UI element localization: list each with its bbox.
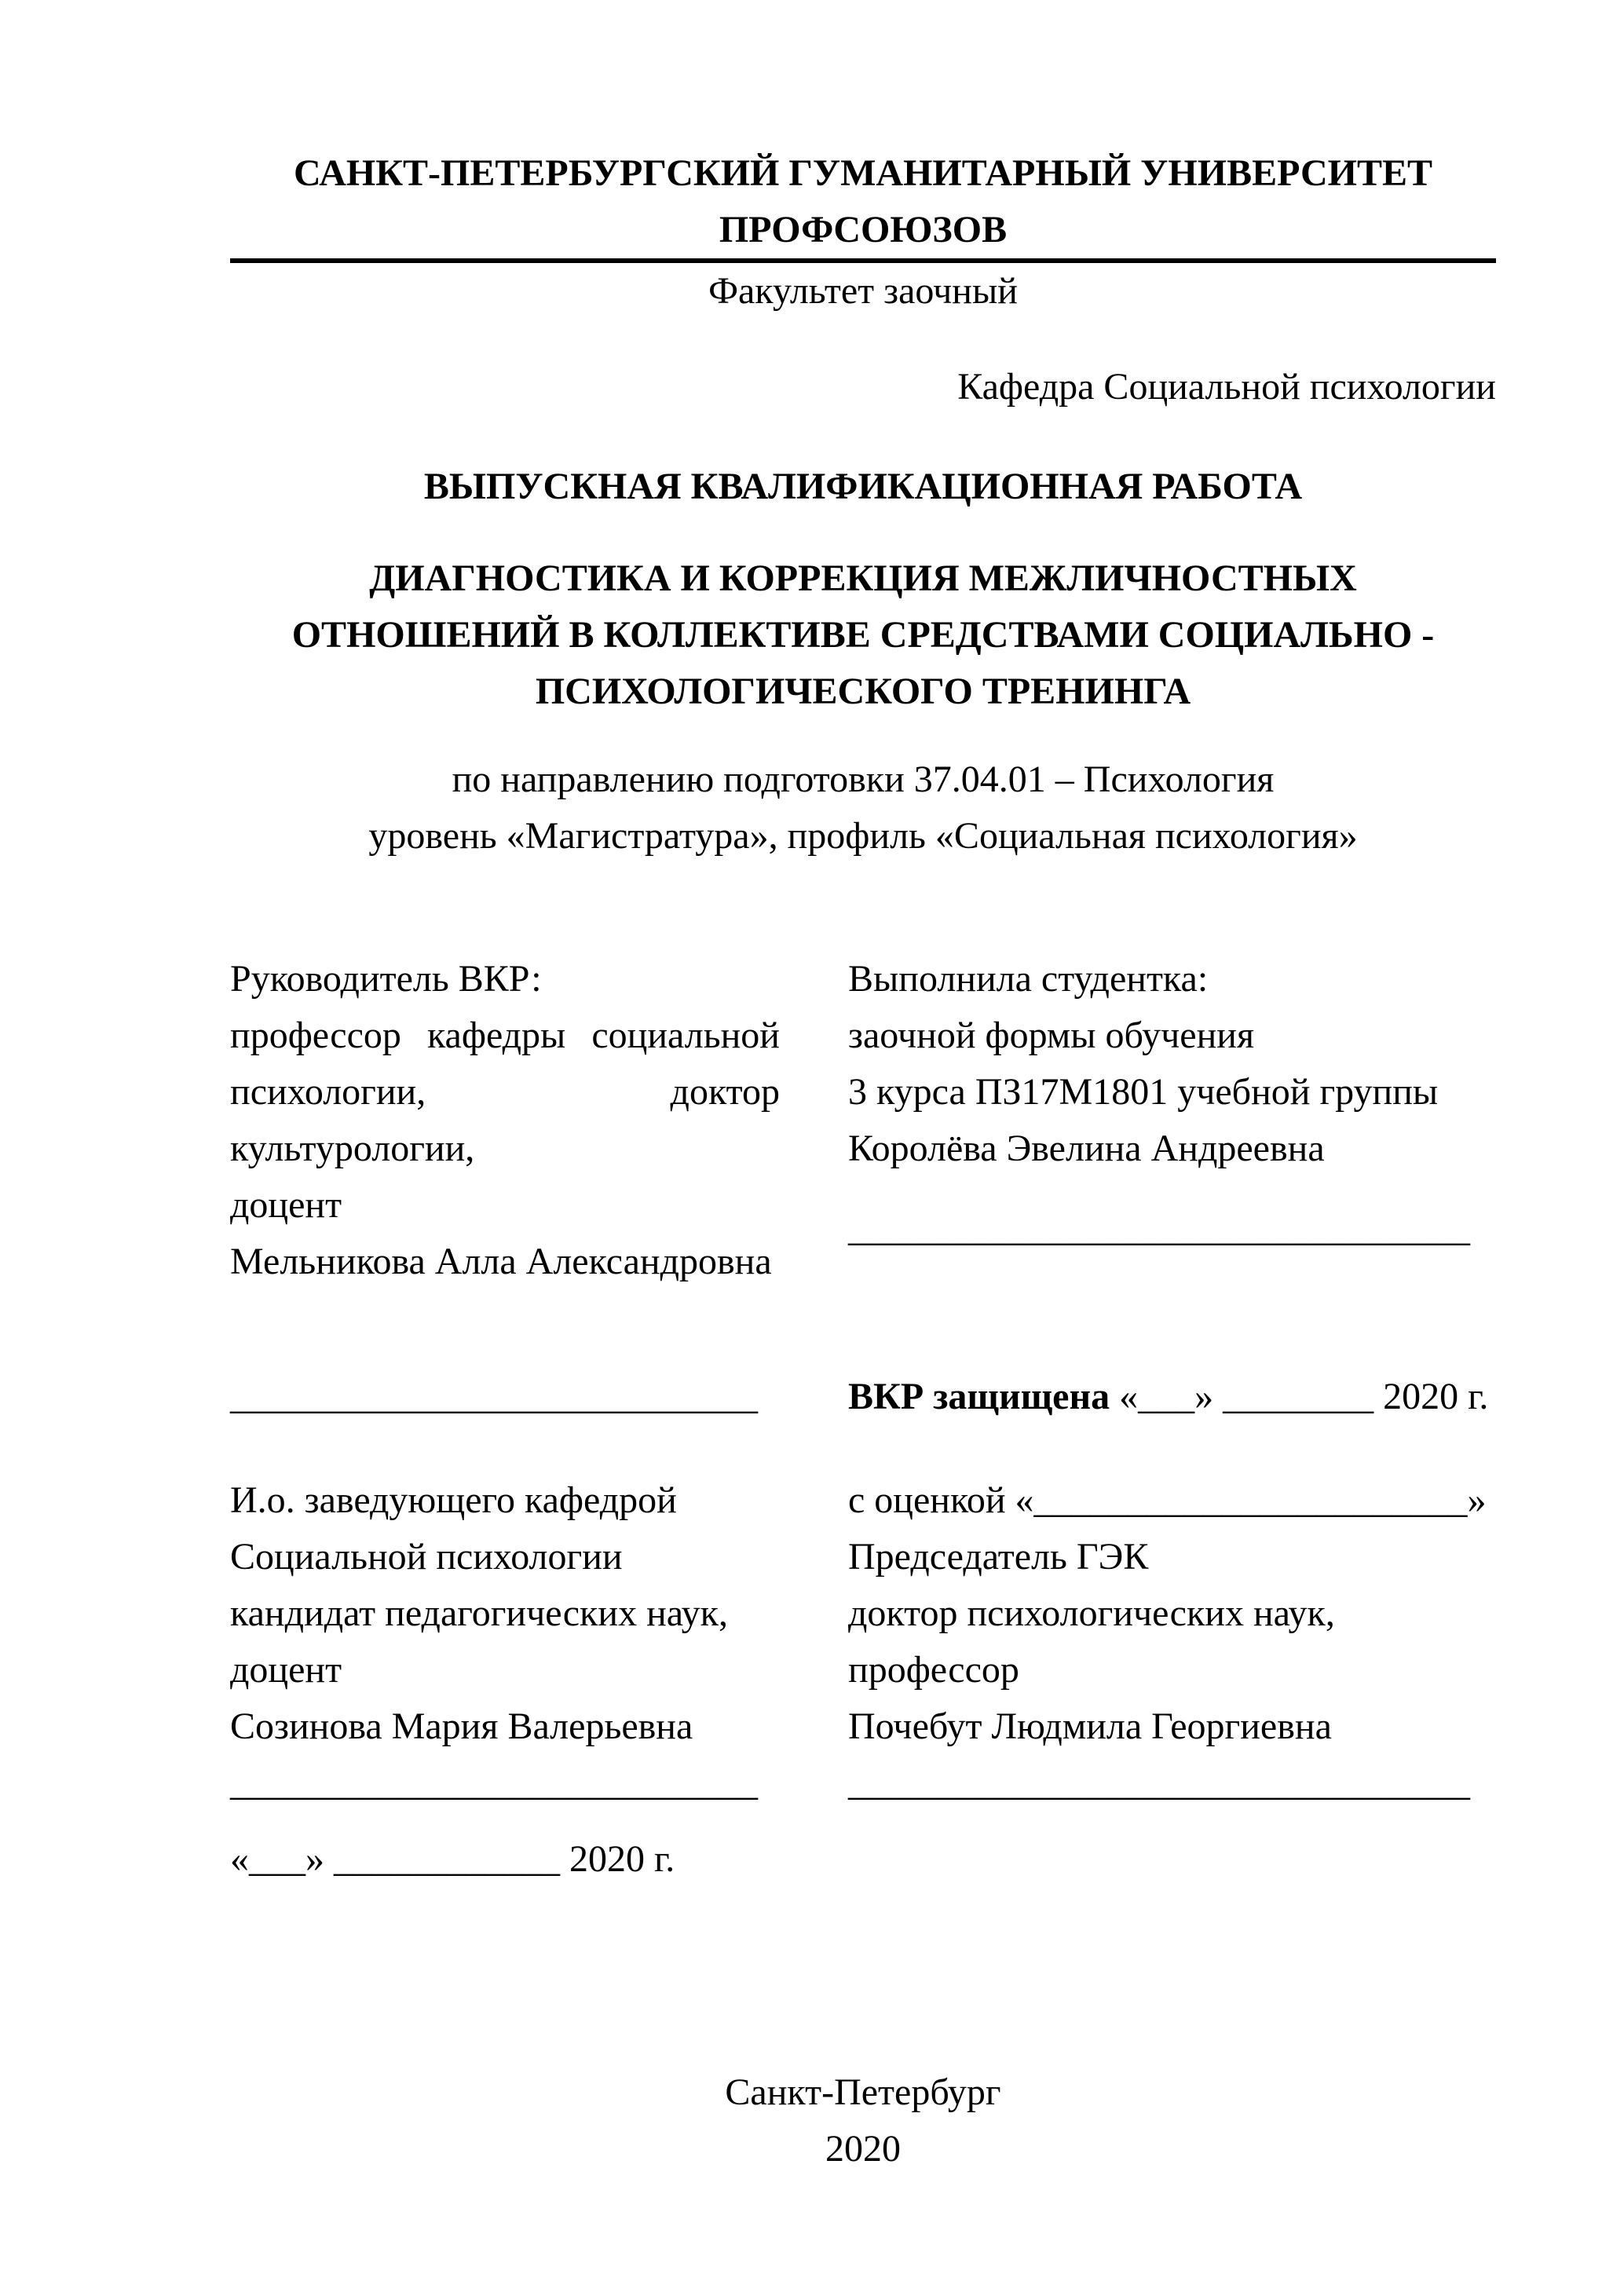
bottom-signatures-row: [230, 1755, 1496, 1812]
student-column: [848, 951, 1496, 1257]
defense-date-blanks: «___» ________ 2020 г.: [1119, 1376, 1489, 1417]
student-info-line1: заочной формы обучения: [848, 1015, 1255, 1056]
gek-chair-name: Почебут Людмила Георгиевна: [848, 1706, 1332, 1747]
student-label: Выполнила студентка:: [848, 958, 1209, 1000]
program-direction-line: по направлению подготовки 37.04.01 – Психология: [452, 759, 1275, 800]
student-name: Королёва Эвелина Андреевна: [848, 1128, 1325, 1169]
program-info: [230, 751, 1496, 865]
department-line: Кафедра Социальной психологии: [957, 366, 1496, 408]
head-date-line: «___» ____________ 2020 г.: [230, 1838, 675, 1880]
footer-block: [230, 2064, 1496, 2177]
gek-chair-signature-line: _________________________________: [848, 1762, 1470, 1804]
thesis-title-line2: ОТНОШЕНИЙ В КОЛЛЕКТИВЕ СРЕДСТВАМИ СОЦИАЛЬНО -: [291, 614, 1435, 656]
defense-date-line: [848, 1369, 1496, 1425]
head-label-line1: И.о. заведующего кафедрой: [230, 1479, 677, 1521]
head-position-line: доцент: [230, 1649, 342, 1691]
supervisor-position-line3: доцент: [230, 1184, 342, 1226]
gek-chair-label: Председатель ГЭК: [848, 1536, 1149, 1578]
gek-chair-degree-line: доктор психологических наук,: [848, 1592, 1335, 1634]
supervisor-name: Мельникова Алла Александровна: [230, 1241, 772, 1282]
supervisor-signature-line: ____________________________: [230, 1376, 758, 1417]
head-degree-line: кандидат педагогических наук,: [230, 1592, 728, 1634]
student-signature-line: _________________________________: [848, 1208, 1470, 1249]
thesis-title-line1: ДИАГНОСТИКА И КОРРЕКЦИЯ МЕЖЛИЧНОСТНЫХ: [369, 558, 1357, 599]
supervisor-student-block: [230, 951, 1496, 1290]
gek-chair-column: [848, 1472, 1496, 1755]
head-label-line2: Социальной психологии: [230, 1536, 623, 1578]
work-type-heading: ВЫПУСКНАЯ КВАЛИФИКАЦИОННАЯ РАБОТА: [423, 466, 1303, 507]
university-name-line2: ПРОФСОЮЗОВ: [719, 209, 1008, 250]
footer-city: Санкт-Петербург: [725, 2071, 1001, 2113]
university-name-line1: САНКТ-ПЕТЕРБУРГСКИЙ ГУМАНИТАРНЫЙ УНИВЕРСИТЕТ: [293, 152, 1433, 194]
head-of-department-column: [230, 1472, 780, 1755]
thesis-title: [230, 550, 1496, 720]
faculty-line: Факультет заочный: [708, 270, 1018, 312]
supervisor-position-line2: психологии, доктор культурологии,: [230, 1071, 780, 1169]
officials-block: [230, 1472, 1496, 1755]
student-info-line2: 3 курса ПЗ17М1801 учебной группы: [848, 1071, 1439, 1113]
head-signature-line: ____________________________: [230, 1762, 758, 1804]
head-name: Созинова Мария Валерьевна: [230, 1706, 693, 1747]
defense-row: [230, 1369, 1496, 1425]
grade-line: с оценкой «_______________________»: [848, 1479, 1487, 1521]
supervisor-column: [230, 951, 780, 1290]
program-level-line: уровень «Магистратура», профиль «Социальная психология»: [368, 815, 1358, 857]
gek-chair-position-line: профессор: [848, 1649, 1019, 1691]
defense-date-label: ВКР защищена: [848, 1376, 1110, 1417]
thesis-title-line3: ПСИХОЛОГИЧЕСКОГО ТРЕНИНГА: [535, 671, 1191, 712]
supervisor-label: Руководитель ВКР:: [230, 958, 542, 1000]
supervisor-position-line1: профессор кафедры социальной: [230, 1015, 780, 1056]
footer-year: 2020: [825, 2128, 901, 2170]
